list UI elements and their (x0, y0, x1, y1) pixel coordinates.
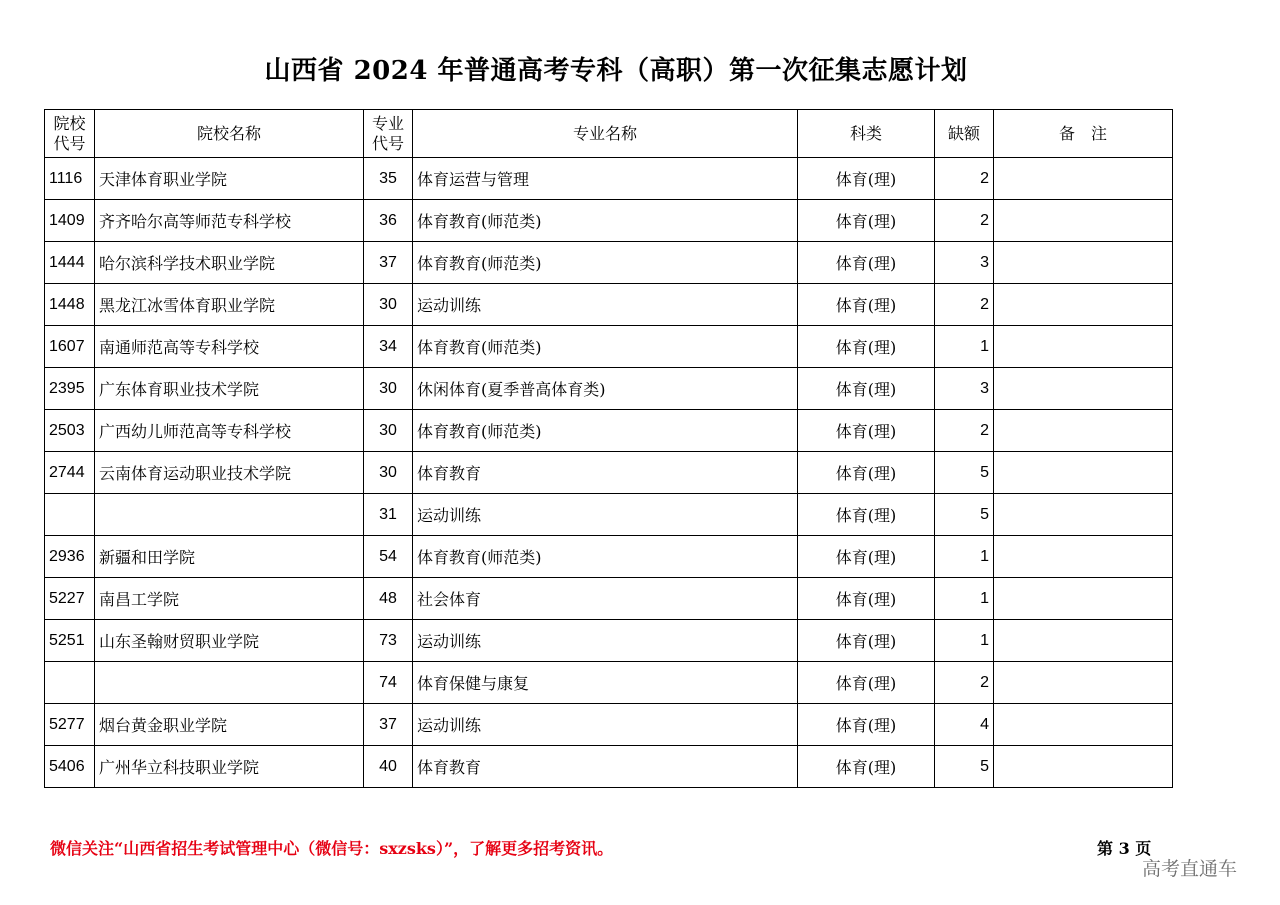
cell-major-code: 30 (364, 284, 413, 326)
cell-major-name: 体育教育(师范类) (413, 200, 798, 242)
table-row (45, 410, 1173, 452)
cell-category: 体育(理) (798, 452, 935, 494)
cell-major-name: 社会体育 (413, 578, 798, 620)
cell-major-name: 体育运营与管理 (413, 158, 798, 200)
cell-school-name: 广州华立科技职业学院 (95, 746, 364, 788)
cell-remarks (994, 158, 1173, 200)
cell-school-name (95, 494, 364, 536)
header-school-name: 院校名称 (95, 110, 364, 158)
cell-major-name: 运动训练 (413, 494, 798, 536)
cell-category: 体育(理) (798, 410, 935, 452)
cell-school-code: 2744 (45, 452, 95, 494)
cell-shortage: 2 (935, 410, 994, 452)
cell-remarks (994, 368, 1173, 410)
header-remarks: 备 注 (994, 110, 1173, 158)
cell-major-code: 30 (364, 452, 413, 494)
cell-major-code: 73 (364, 620, 413, 662)
cell-category: 体育(理) (798, 620, 935, 662)
cell-major-name: 体育教育 (413, 746, 798, 788)
cell-category: 体育(理) (798, 242, 935, 284)
cell-major-code: 37 (364, 704, 413, 746)
page-title: 山西省 2024 年普通高考专科（高职）第一次征集志愿计划 (264, 56, 968, 86)
cell-remarks (994, 494, 1173, 536)
cell-category: 体育(理) (798, 494, 935, 536)
cell-shortage: 4 (935, 704, 994, 746)
cell-school-name: 哈尔滨科学技术职业学院 (95, 242, 364, 284)
cell-category: 体育(理) (798, 158, 935, 200)
cell-shortage: 3 (935, 368, 994, 410)
cell-category: 体育(理) (798, 200, 935, 242)
header-category: 科类 (798, 110, 935, 158)
table-row (45, 620, 1173, 662)
cell-major-code: 35 (364, 158, 413, 200)
table-row (45, 536, 1173, 578)
cell-school-name: 新疆和田学院 (95, 536, 364, 578)
cell-shortage: 1 (935, 326, 994, 368)
table-body (45, 158, 1173, 788)
cell-major-code: 37 (364, 242, 413, 284)
cell-shortage: 1 (935, 620, 994, 662)
cell-school-code: 2936 (45, 536, 95, 578)
cell-category: 体育(理) (798, 326, 935, 368)
header-school-code-label: 院校代号 (53, 113, 86, 153)
enrollment-plan-table (44, 109, 1173, 788)
cell-remarks (994, 452, 1173, 494)
cell-school-name: 南昌工学院 (95, 578, 364, 620)
cell-remarks (994, 410, 1173, 452)
cell-school-code: 5406 (45, 746, 95, 788)
cell-school-name (95, 662, 364, 704)
cell-category: 体育(理) (798, 704, 935, 746)
cell-major-code: 30 (364, 410, 413, 452)
cell-school-code: 5277 (45, 704, 95, 746)
table-row (45, 326, 1173, 368)
cell-major-code: 34 (364, 326, 413, 368)
cell-category: 体育(理) (798, 662, 935, 704)
header-shortage: 缺额 (935, 110, 994, 158)
footer-wechat-note: 微信关注“山西省招生考试管理中心（微信号：sxzsks）”，了解更多招考资讯。 (50, 839, 614, 858)
cell-school-code: 1409 (45, 200, 95, 242)
table-row (45, 704, 1173, 746)
cell-major-code: 30 (364, 368, 413, 410)
cell-major-name: 休闲体育(夏季普高体育类) (413, 368, 798, 410)
table-header (45, 110, 1173, 158)
header-major-code-label: 专业代号 (371, 113, 404, 153)
cell-remarks (994, 620, 1173, 662)
cell-category: 体育(理) (798, 746, 935, 788)
page-number: 第 3 页 (1097, 839, 1152, 858)
cell-school-code: 1116 (45, 158, 95, 200)
cell-major-name: 体育教育(师范类) (413, 536, 798, 578)
cell-major-name: 体育教育(师范类) (413, 242, 798, 284)
watermark-text: 高考直通车 (1142, 858, 1238, 880)
cell-shortage: 2 (935, 284, 994, 326)
cell-school-name: 黑龙江冰雪体育职业学院 (95, 284, 364, 326)
cell-category: 体育(理) (798, 284, 935, 326)
cell-school-code: 1607 (45, 326, 95, 368)
table-row (45, 578, 1173, 620)
table-row (45, 368, 1173, 410)
table-row (45, 200, 1173, 242)
cell-major-code: 31 (364, 494, 413, 536)
cell-major-code: 48 (364, 578, 413, 620)
cell-category: 体育(理) (798, 536, 935, 578)
cell-shortage: 5 (935, 494, 994, 536)
cell-school-code: 1444 (45, 242, 95, 284)
table-row (45, 494, 1173, 536)
cell-major-name: 体育教育(师范类) (413, 326, 798, 368)
cell-major-name: 体育保健与康复 (413, 662, 798, 704)
cell-remarks (994, 200, 1173, 242)
cell-school-code: 2395 (45, 368, 95, 410)
cell-shortage: 1 (935, 578, 994, 620)
header-major-name: 专业名称 (413, 110, 798, 158)
cell-remarks (994, 746, 1173, 788)
cell-major-code: 54 (364, 536, 413, 578)
cell-school-name: 齐齐哈尔高等师范专科学校 (95, 200, 364, 242)
cell-major-name: 体育教育 (413, 452, 798, 494)
cell-shortage: 2 (935, 200, 994, 242)
cell-remarks (994, 704, 1173, 746)
cell-remarks (994, 662, 1173, 704)
cell-remarks (994, 536, 1173, 578)
header-school-code (45, 110, 95, 158)
cell-shortage: 1 (935, 536, 994, 578)
cell-category: 体育(理) (798, 368, 935, 410)
cell-shortage: 5 (935, 452, 994, 494)
cell-school-name: 烟台黄金职业学院 (95, 704, 364, 746)
header-major-code (364, 110, 413, 158)
cell-school-name: 云南体育运动职业技术学院 (95, 452, 364, 494)
cell-school-code (45, 494, 95, 536)
cell-school-code: 2503 (45, 410, 95, 452)
cell-school-code (45, 662, 95, 704)
cell-shortage: 3 (935, 242, 994, 284)
table-row (45, 452, 1173, 494)
cell-major-code: 36 (364, 200, 413, 242)
cell-remarks (994, 242, 1173, 284)
table-row (45, 746, 1173, 788)
cell-remarks (994, 578, 1173, 620)
table-row (45, 284, 1173, 326)
cell-remarks (994, 326, 1173, 368)
cell-school-name: 广东体育职业技术学院 (95, 368, 364, 410)
cell-category: 体育(理) (798, 578, 935, 620)
cell-major-name: 体育教育(师范类) (413, 410, 798, 452)
cell-school-name: 山东圣翰财贸职业学院 (95, 620, 364, 662)
cell-major-code: 40 (364, 746, 413, 788)
cell-school-name: 天津体育职业学院 (95, 158, 364, 200)
cell-remarks (994, 284, 1173, 326)
table-row (45, 242, 1173, 284)
cell-school-name: 南通师范高等专科学校 (95, 326, 364, 368)
cell-school-code: 1448 (45, 284, 95, 326)
header-row (45, 110, 1173, 158)
cell-school-name: 广西幼儿师范高等专科学校 (95, 410, 364, 452)
cell-shortage: 5 (935, 746, 994, 788)
cell-school-code: 5251 (45, 620, 95, 662)
cell-major-name: 运动训练 (413, 704, 798, 746)
table-row (45, 662, 1173, 704)
cell-major-code: 74 (364, 662, 413, 704)
table-row (45, 158, 1173, 200)
cell-major-name: 运动训练 (413, 620, 798, 662)
cell-shortage: 2 (935, 158, 994, 200)
cell-major-name: 运动训练 (413, 284, 798, 326)
cell-shortage: 2 (935, 662, 994, 704)
cell-school-code: 5227 (45, 578, 95, 620)
